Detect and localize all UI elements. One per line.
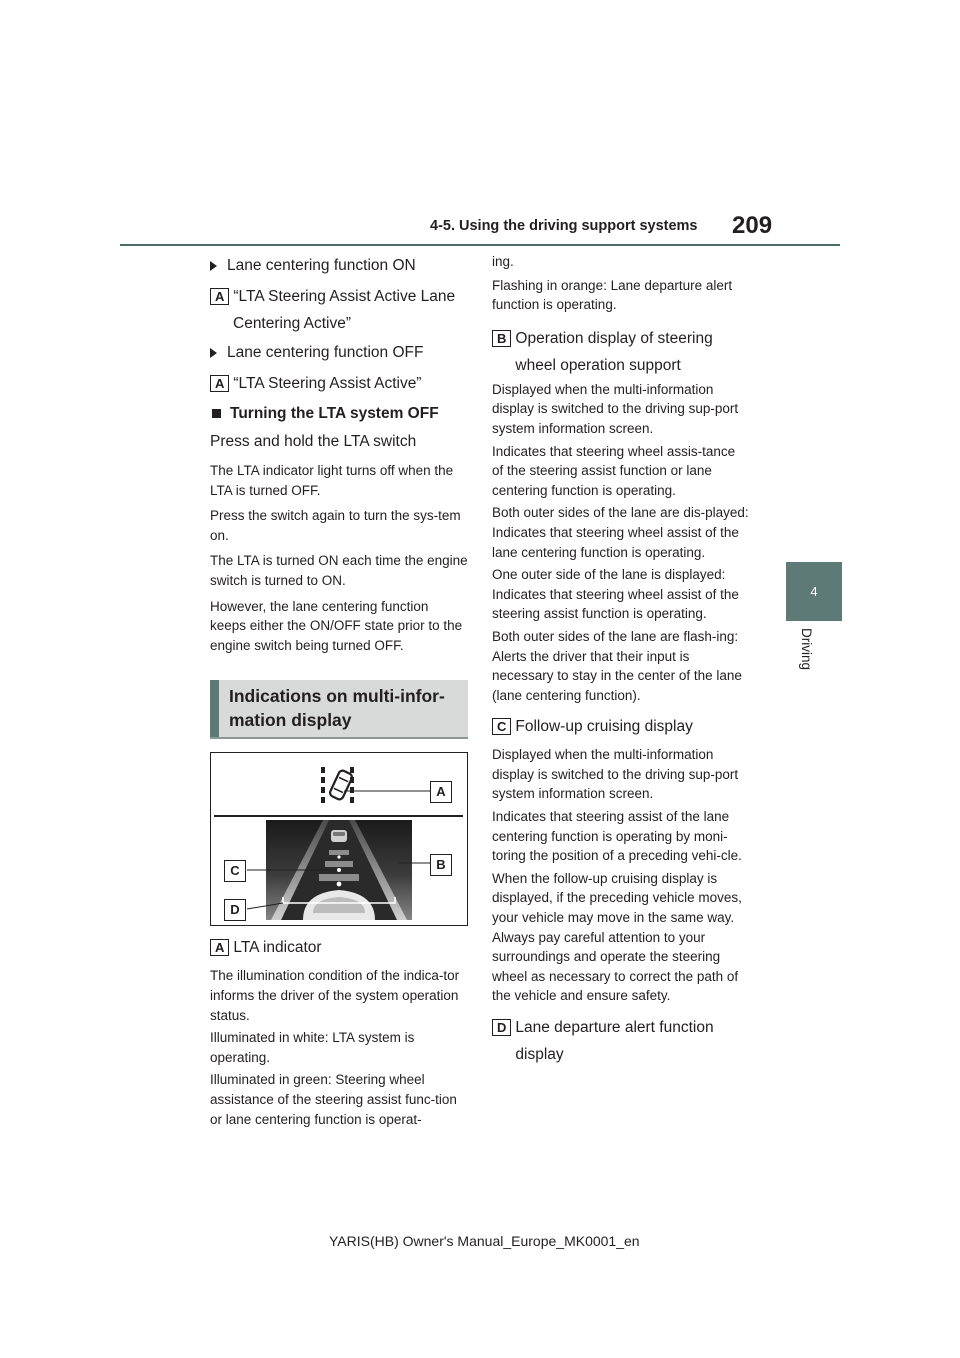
lane-on-text-1: “LTA Steering Assist Active Lane (233, 288, 456, 305)
paragraph: Illuminated in white: LTA system is operating. (210, 1030, 415, 1065)
label-a-icon: A (210, 288, 229, 305)
callout-c: C (224, 860, 246, 882)
footer-manual-name: YARIS(HB) Owner's Manual_Europe_MK0001_en (329, 1233, 640, 1249)
paragraph: The LTA indicator light turns off when the LTA is turned OFF. (210, 463, 454, 498)
section-title: 4-5. Using the driving support systems (430, 218, 698, 234)
lane-off-heading-text: Lane centering function OFF (227, 344, 424, 361)
chapter-label: Driving (799, 628, 814, 671)
item-c-title (492, 713, 750, 740)
label-a-icon: A (210, 375, 229, 392)
label-d-icon: D (492, 1019, 511, 1036)
triangle-bullet-icon (210, 348, 217, 358)
paragraph: Both outer sides of the lane are dis-played: Indicates that steering wheel assist of the lane centering function is operating. (492, 505, 749, 560)
page-number: 209 (732, 212, 773, 239)
item-d-title-text: Lane departure alert function display (515, 1019, 714, 1063)
label-c-icon: C (492, 718, 511, 735)
paragraph: When the follow-up cruising display is displayed, if the preceding vehicle moves, your vehicle may move in the same way. Always pay careful attention to your surroundings and operate the steering wheel as necessary to correct the path of the vehicle and ensure safety. (492, 870, 742, 1004)
item-b-title (492, 325, 750, 379)
section-heading: Indications on multi-infor-mation display (210, 680, 468, 737)
chapter-tab: 4 (786, 562, 842, 621)
paragraph: Indicates that steering assist of the lane centering function is operating by moni-toring the position of a preceding vehi-cle. (492, 809, 742, 864)
preceding-vehicle-icon (331, 830, 347, 842)
paragraph: Press the switch again to turn the sys-tem on. (210, 508, 461, 543)
turn-off-heading (210, 400, 468, 427)
square-bullet-icon (212, 409, 221, 418)
lane-on-heading (210, 252, 468, 279)
label-a-icon: A (210, 939, 229, 956)
lta-indicator-title (210, 934, 468, 961)
label-b-icon: B (492, 330, 511, 347)
paragraph: Illuminated in green: Steering wheel assistance of the steering assist func-tion or lane centering function is operat- (210, 1072, 457, 1127)
paragraph: One outer side of the lane is displayed: Indicates that steering wheel assist of the steering assist function is operating. (492, 567, 739, 622)
lane-on-heading-text: Lane centering function ON (227, 257, 416, 274)
lane-off-text: “LTA Steering Assist Active” (233, 375, 422, 392)
paragraph: ing. (492, 254, 514, 269)
lane-off-heading (210, 339, 468, 366)
callout-a: A (430, 781, 452, 803)
lane-off-display (210, 370, 468, 397)
paragraph: Flashing in orange: Lane departure alert function is operating. (492, 277, 733, 313)
lta-display-illustration (211, 753, 467, 925)
lta-indicator-title-text: LTA indicator (233, 939, 322, 957)
paragraph: Both outer sides of the lane are flash-ing: Alerts the driver that their input is necessary to stay in the center of the lane (lane centering function). (492, 628, 742, 703)
turn-off-instruction: Press and hold the LTA switch (210, 433, 417, 450)
header-divider (120, 244, 840, 246)
paragraph: Displayed when the multi-information display is switched to the driving sup-port system information screen. (492, 747, 739, 802)
item-c-title-text: Follow-up cruising display (515, 718, 693, 736)
callout-d: D (224, 899, 246, 921)
item-b-title-text: Operation display of steering wheel operation support (515, 329, 713, 374)
turn-off-heading-text: Turning the LTA system OFF (230, 405, 439, 422)
lane-on-display (210, 283, 468, 310)
item-d-title (492, 1014, 750, 1068)
left-column (210, 252, 468, 1129)
section-heading-rule (210, 737, 468, 739)
paragraph: Displayed when the multi-information display is switched to the driving sup-port system information screen. (492, 381, 739, 436)
paragraph: The illumination condition of the indica-tor informs the driver of the system operation status. (210, 968, 460, 1023)
triangle-bullet-icon (210, 261, 217, 271)
right-column (492, 252, 750, 1068)
paragraph: Indicates that steering wheel assis-tance of the steering assist function or lane centering function is operating. (492, 443, 736, 498)
paragraph: However, the lane centering function keeps either the ON/OFF state prior to the engine switch being turned OFF. (210, 598, 463, 653)
multi-information-display-figure (210, 752, 468, 926)
lta-indicator-icon (323, 767, 353, 803)
callout-b: B (430, 854, 452, 876)
paragraph: The LTA is turned ON each time the engine switch is turned to ON. (210, 553, 468, 588)
lane-on-text-2: Centering Active” (233, 315, 352, 332)
